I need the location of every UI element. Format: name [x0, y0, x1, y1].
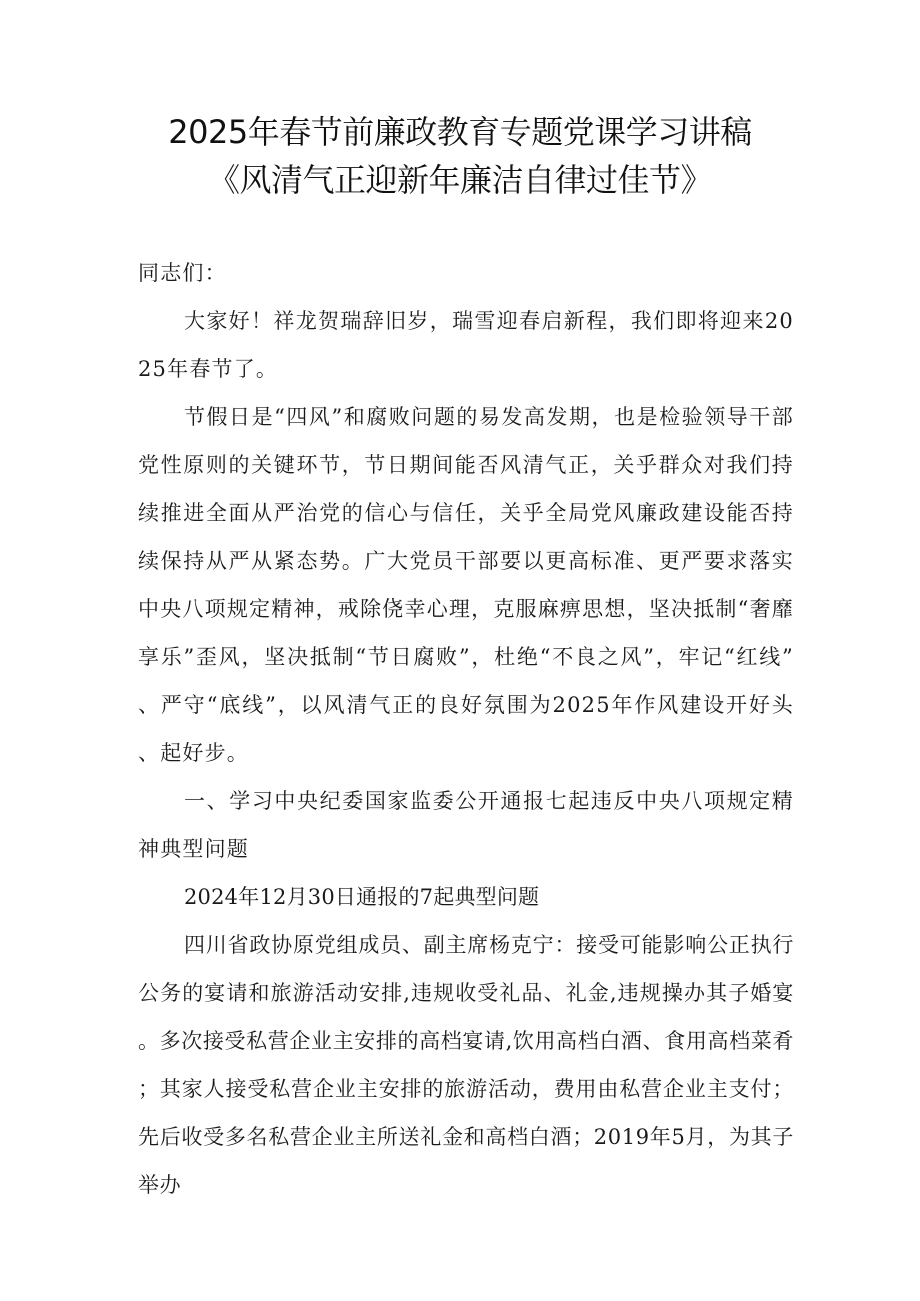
document-title-line2: 《风清气正迎新年廉洁自律过佳节》 — [207, 161, 712, 199]
section-heading-1: 一、学习中央纪委国家监委公开通报七起违反中央八项规定精神典型问题 — [138, 789, 794, 861]
paragraph-greeting: 大家好！祥龙贺瑞辞旧岁，瑞雪迎春启新程，我们即将迎来2025年春节了。 — [138, 309, 794, 381]
subheading-cases: 2024年12月30日通报的7起典型问题 — [184, 885, 540, 909]
document-body — [138, 249, 794, 1209]
paragraph-holiday-discipline: 节假日是“四风”和腐败问题的易发高发期，也是检验领导干部党性原则的关键环节，节日期间能否风清气正，关乎群众对我们持续推进全面从严治党的信心与信任，关乎全局党风廉政建设能否持续保持从严从紧态势。广大党员干部要以更高标准、更严要求落实中央八项规定精神，戒除侥幸心理，克服麻痹思想，坚决抵制“奢靡享乐”歪风，坚决抵制“节日腐败”，杜绝“不良之风”，牢记“红线”、严守“底线”，以风清气正的良好氛围为2025年作风建设开好头、起好步。 — [138, 405, 794, 765]
salutation: 同志们： — [138, 261, 227, 285]
document-title-line1: 2025年春节前廉政教育专题党课学习讲稿 — [168, 113, 752, 151]
paragraph-case-1: 四川省政协原党组成员、副主席杨克宁：接受可能影响公正执行公务的宴请和旅游活动安排,违规收受礼品、礼金,违规操办其子婚宴。多次接受私营企业主安排的高档宴请,饮用高档白酒、食用高档菜肴；其家人接受私营企业主安排的旅游活动，费用由私营企业主支付；先后收受多名私营企业主所送礼金和高档白酒；2019年5月，为其子举办 — [138, 933, 794, 1197]
